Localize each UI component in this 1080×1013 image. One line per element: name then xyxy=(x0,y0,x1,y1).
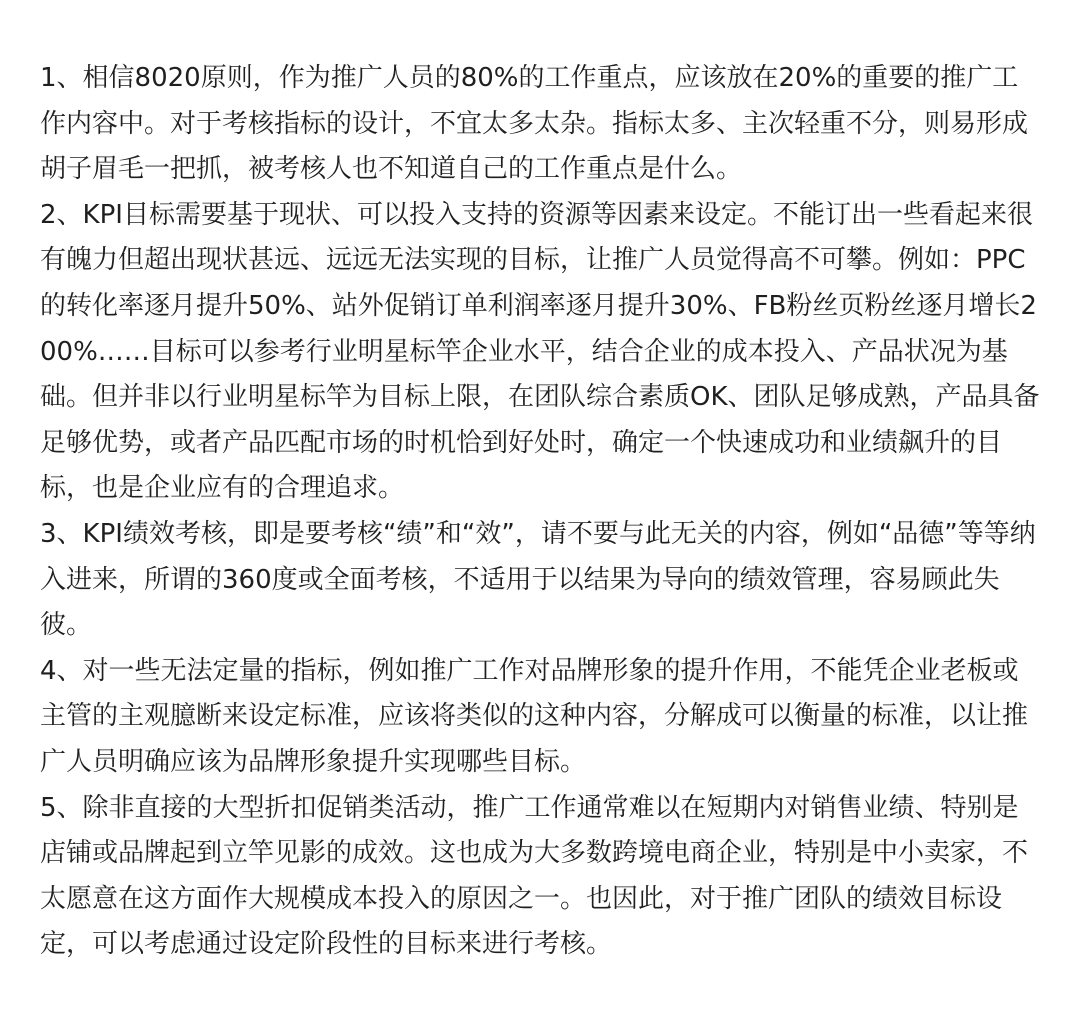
paragraph-1: 1、相信8020原则，作为推广人员的80%的工作重点，应该放在20%的重要的推广工作内容中。对于考核指标的设计，不宜太多太杂。指标太多、主次轻重不分，则易形成胡子眉毛一把抓，被考核人也不知道自己的工作重点是什么。 xyxy=(40,63,1029,185)
paragraph-4: 4、对一些无法定量的指标，例如推广工作对品牌形象的提升作用，不能凭企业老板或主管的主观臆断来设定标准，应该将类似的这种内容，分解成可以衡量的标准，以让推广人员明确应该为品牌形象提升实现哪些目标。 xyxy=(40,655,1029,777)
paragraph-5: 5、除非直接的大型折扣促销类活动，推广工作通常难以在短期内对销售业绩、特别是店铺或品牌起到立竿见影的成效。这也成为大多数跨境电商企业，特别是中小卖家，不太愿意在这方面作大规模成本投入的原因之一。也因此，对于推广团队的绩效目标设定，可以考虑通过设定阶段性的目标来进行考核。 xyxy=(40,792,1029,960)
paragraph-3: 3、KPI绩效考核，即是要考核“绩”和“效”，请不要与此无关的内容，例如“品德”等等纳入进来，所谓的360度或全面考核，不适用于以结果为导向的绩效管理，容易顾此失彼。 xyxy=(40,518,1036,641)
document-body xyxy=(40,56,1040,968)
paragraph-2: 2、KPI目标需要基于现状、可以投入支持的资源等因素来设定。不能订出一些看起来很有魄力但超出现状甚远、远远无法实现的目标，让推广人员觉得高不可攀。例如：PPC的转化率逐月提升50%、站外促销订单利润率逐月提升30%、FB粉丝页粉丝逐月增长200%……目标可以参考行业明星标竿企业水平，结合企业的成本投入、产品状况为基础。但并非以行业明星标竿为目标上限，在团队综合素质OK、团队足够成熟，产品具备足够优势，或者产品匹配市场的时机恰到好处时，确定一个快速成功和业绩飙升的目标，也是企业应有的合理追求。 xyxy=(40,199,1040,504)
